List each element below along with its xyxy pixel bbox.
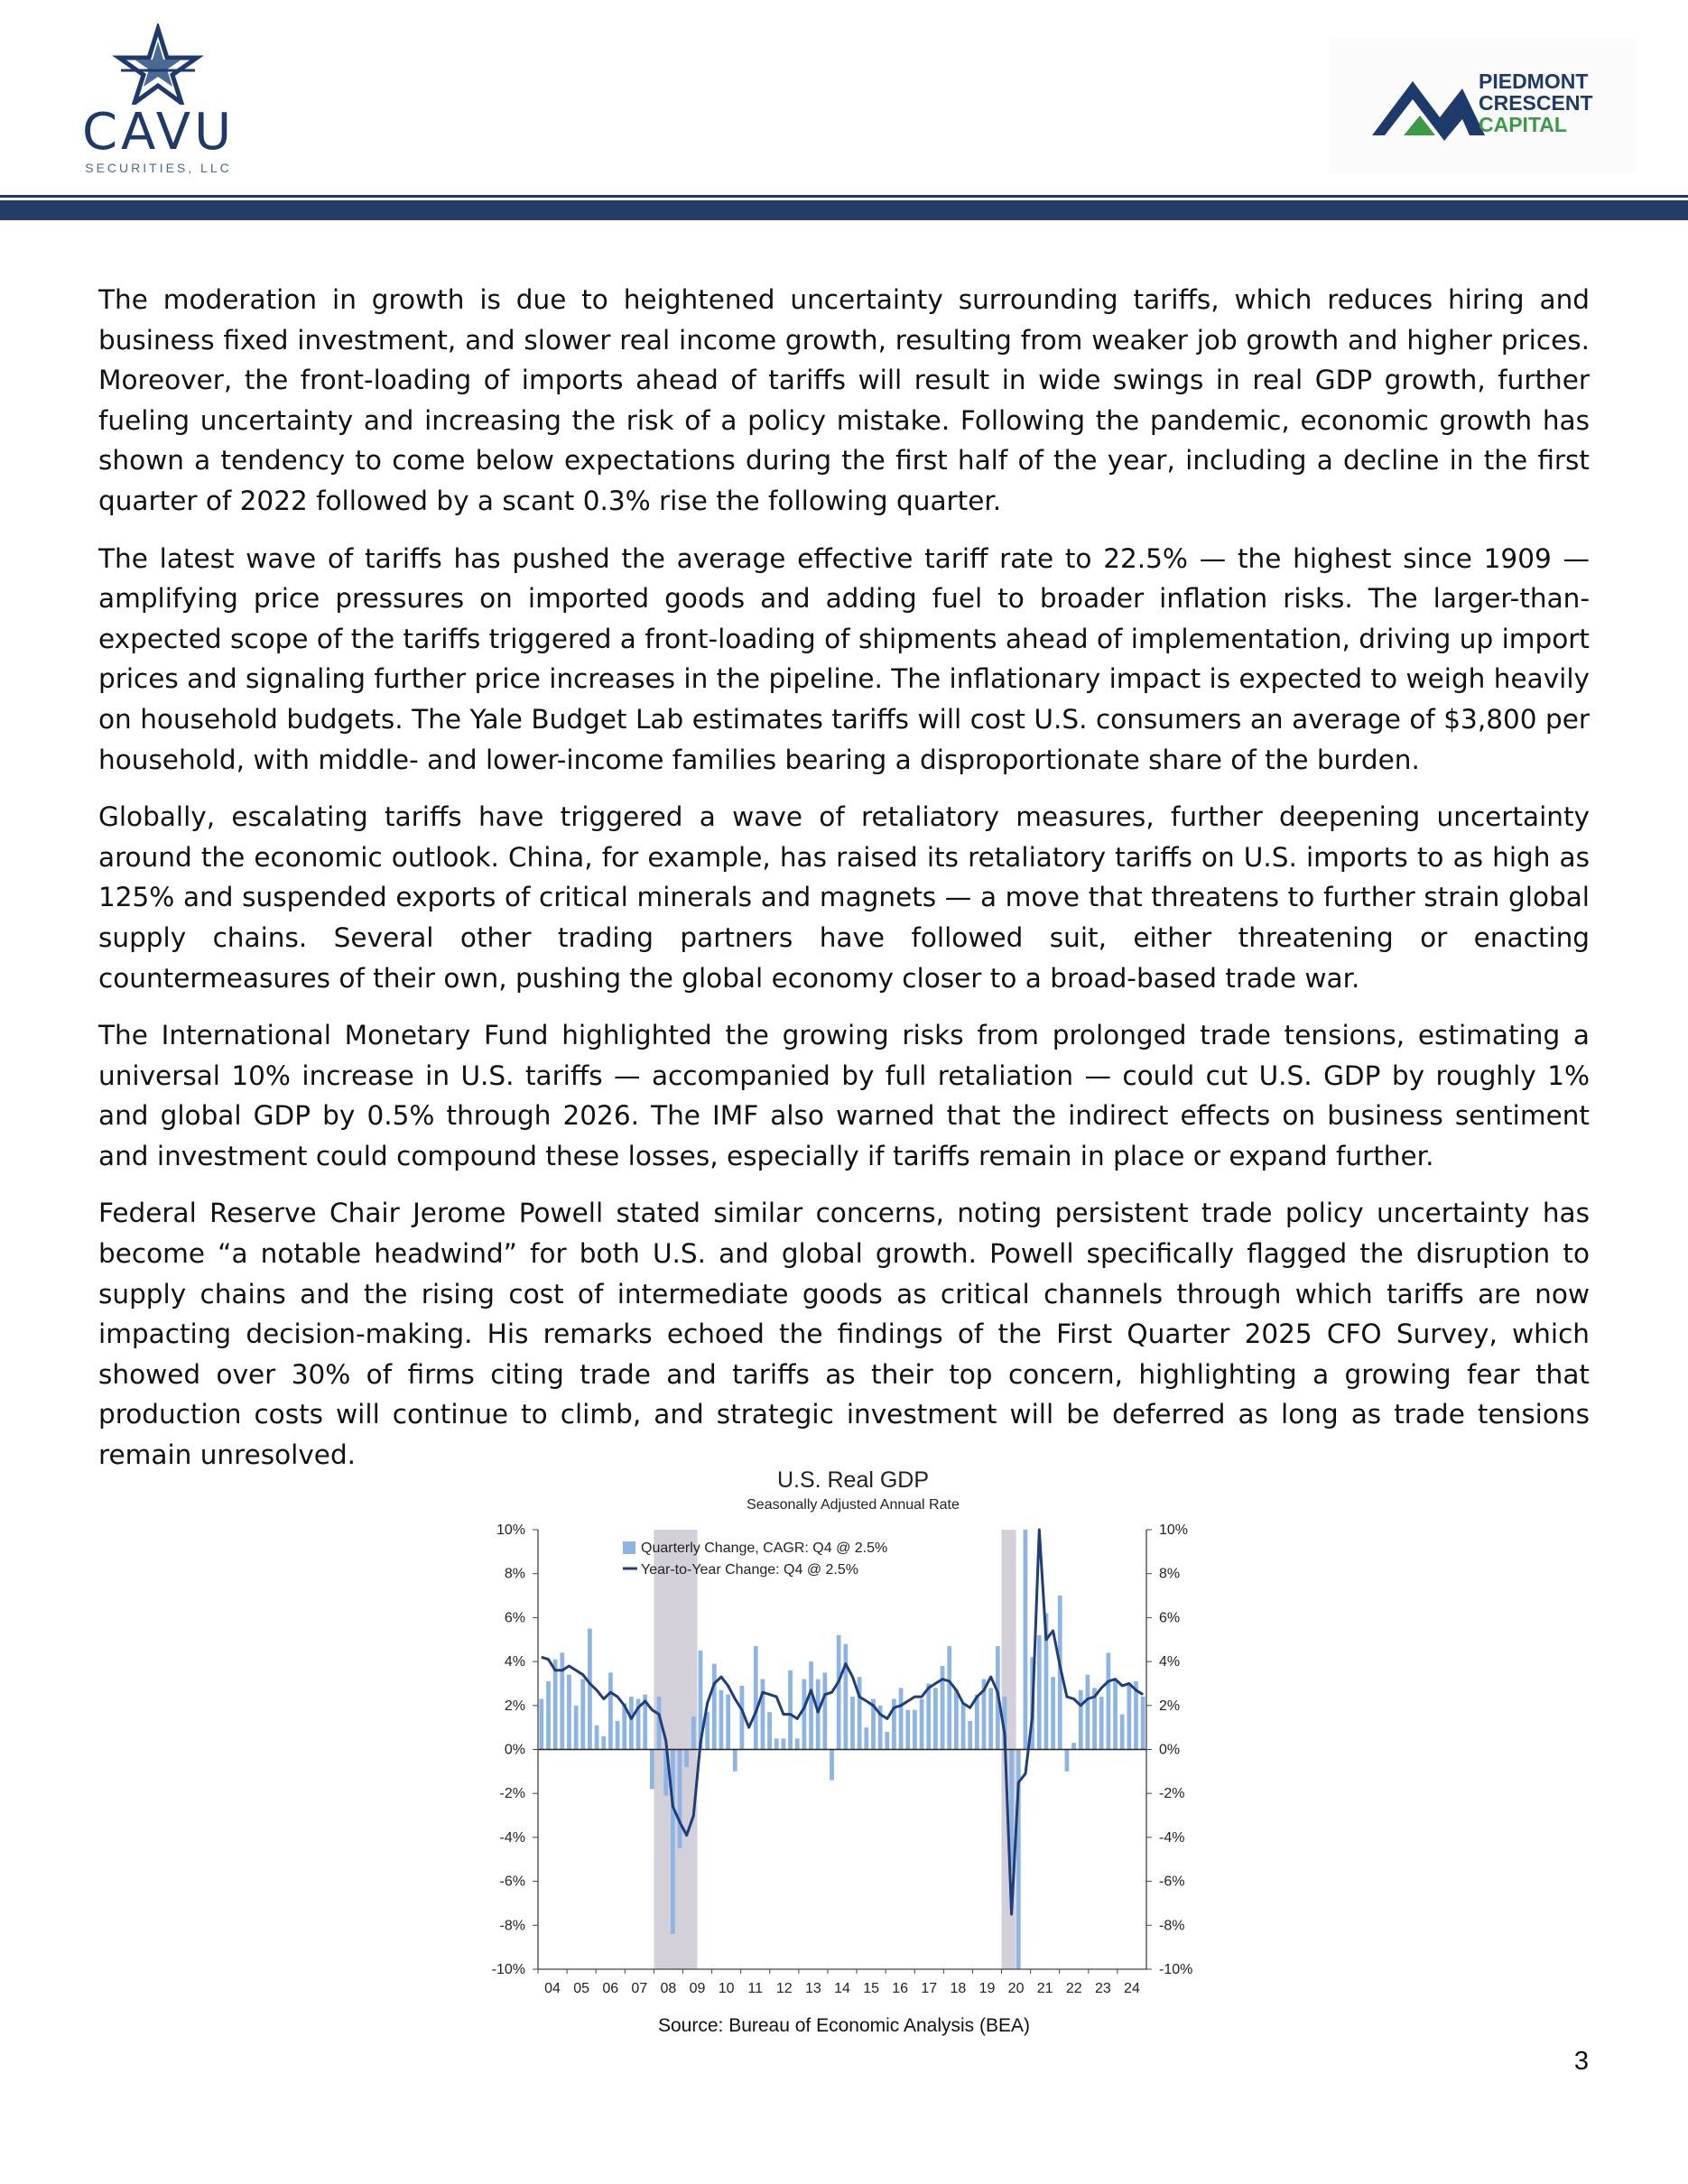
gdp-bar [1037,1635,1042,1750]
gdp-bar [961,1703,966,1749]
y-tick-label-right: 4% [1159,1654,1181,1670]
gdp-bar [546,1681,551,1749]
gdp-bar [926,1683,931,1749]
gdp-bar [788,1670,793,1750]
gdp-bar [988,1688,993,1749]
gdp-bar [975,1695,979,1750]
x-tick-label: 14 [834,1981,850,1996]
y-tick-label-right: 0% [1159,1742,1181,1758]
gdp-bar [601,1736,606,1750]
gdp-bar [629,1697,634,1749]
article-body [98,280,1590,1493]
gdp-bar [954,1690,959,1750]
gdp-bar [830,1750,834,1781]
y-tick-label-left: 8% [504,1566,525,1582]
gdp-bar [822,1672,827,1749]
piedmont-logo-text [1479,70,1593,135]
gdp-bar [726,1695,730,1750]
page-header [0,0,1688,194]
gdp-bar [650,1750,654,1790]
gdp-bar [608,1672,613,1749]
gdp-bar [905,1710,910,1750]
gdp-chart [469,1462,1219,2004]
gdp-bar [574,1706,579,1750]
paragraph: Globally, escalating tariffs have triggered a wave of retaliatory measures, further deepening uncertainty around the economic outlook. China, for example, has raised its retaliatory tariffs on U.S. imports to as high as 125% and suspended exports of critical minerals and magnets — a move that threatens to further strain global supply chains. Several other trading partners have followed suit, either threatening or enacting countermeasures of their own, pushing the global economy closer to a broad-based trade war. [98,801,1590,994]
header-divider-band [0,200,1688,220]
cavu-logo-subtitle: SECURITIES, LLC [85,161,232,175]
gdp-bar [1051,1677,1055,1749]
gdp-bar [671,1750,675,1935]
gdp-bar [809,1661,813,1749]
paragraph: The latest wave of tariffs has pushed the average effective tariff rate to 22.5% — the highest since 1909 — amplifying price pressures on imported goods and adding fuel to broader inflation risks. The larger-than-expected scope of the tariffs triggered a front-loading of shipments ahead of implementation, driving up import prices and signaling further price increases in the pipeline. The inflationary impact is expected to weigh heavily on household budgets. The Yale Budget Lab estimates tariffs will cost U.S. consumers an average of $3,800 per household, with middle- and lower-income families bearing a disproportionate share of the burden. [98,542,1590,775]
y-tick-label-left: 4% [504,1654,525,1670]
gdp-bar [1065,1750,1070,1772]
gdp-bar [1141,1697,1145,1749]
gdp-bar [712,1664,717,1750]
mountain-emblem-icon [1372,63,1489,162]
gdp-bar [761,1680,765,1750]
y-tick-label-right: 6% [1159,1610,1181,1626]
gdp-bar [774,1738,779,1749]
x-tick-label: 05 [573,1981,590,1996]
gdp-bar [560,1652,564,1749]
paragraph: The moderation in growth is due to heightened uncertainty surrounding tariffs, which reduces hiring and business fixed investment, and slower real income growth, resulting from weaker job growth and higher prices. Moreover, the front-loading of imports ahead of tariffs will result in wide swings in real GDP growth, further fueling uncertainty and increasing the risk of a policy mistake. Following the pandemic, economic growth has shown a tendency to come below expectations during the first half of the year, including a decline in the first quarter of 2022 followed by a scant 0.3% rise the following quarter. [98,284,1590,516]
gdp-bar [1086,1675,1090,1750]
gdp-bar [588,1629,592,1750]
y-tick-label-right: -10% [1159,1962,1193,1977]
x-tick-label: 17 [921,1981,938,1996]
piedmont-crescent-capital-logo [1329,38,1636,173]
gdp-bar [843,1644,848,1750]
x-tick-label: 15 [863,1981,879,1996]
gdp-bar [795,1738,800,1749]
y-tick-label-right: -4% [1159,1829,1185,1846]
x-tick-label: 10 [718,1981,735,1996]
gdp-bar [782,1738,786,1749]
gdp-bar [933,1688,938,1749]
piedmont-logo-line-1: PIEDMONT [1479,69,1589,93]
gdp-bar [678,1750,682,1849]
gdp-bar [1127,1683,1131,1749]
legend-swatch-bars [623,1541,635,1554]
x-tick-label: 04 [544,1981,561,1996]
piedmont-logo-line-2: CRESCENT [1479,91,1593,115]
gdp-bar [920,1698,924,1749]
paragraph: Federal Reserve Chair Jerome Powell stated similar concerns, noting persistent trade policy uncertainty has become “a notable headwind” for both U.S. and global growth. Powell specifically flagged the disruption to supply chains and the rising cost of intermediate goods as critical channels through which tariffs are now impacting decision-making. His remarks echoed the findings of the First Quarter 2025 CFO Survey, which showed over 30% of firms citing trade and tariffs as their top concern, highlighting a growing fear that production costs will continue to climb, and strategic investment will be deferred as long as trade tensions remain unresolved. [98,1198,1590,1471]
gdp-bar [1079,1690,1083,1750]
gdp-bar [767,1712,772,1749]
y-tick-label-left: -8% [499,1918,525,1934]
gdp-bar [740,1686,745,1750]
gdp-bar [968,1721,972,1750]
legend-label-bars: Quarterly Change, CAGR: Q4 @ 2.5% [641,1541,888,1556]
x-tick-label: 12 [775,1981,793,1996]
x-tick-label: 19 [978,1981,996,1996]
y-tick-label-left: 6% [504,1610,525,1626]
gdp-bar [754,1646,758,1749]
gdp-bar [899,1688,904,1749]
y-tick-label-left: 0% [504,1742,525,1758]
piedmont-logo-line-3: CAPITAL [1479,113,1567,136]
gdp-bar [539,1698,543,1749]
chart-title: U.S. Real GDP [776,1467,930,1493]
gdp-bar [947,1646,951,1749]
x-tick-label: 07 [631,1981,648,1996]
paragraph: The International Monetary Fund highlighted the growing risks from prolonged trade tensions, estimating a universal 10% increase in U.S. tariffs — accompanied by full retaliation — could cut U.S. GDP by roughly 1% and global GDP by 0.5% through 2026. The IMF also warned that the indirect effects on business sentiment and investment could compound these losses, especially if tariffs remain in place or expand further. [98,1020,1590,1171]
y-tick-label-left: -4% [499,1829,525,1846]
gdp-bar [580,1680,585,1750]
gdp-bar [691,1717,696,1750]
gdp-bar [1120,1715,1125,1750]
gdp-bar [864,1727,868,1749]
x-tick-label: 16 [892,1981,909,1996]
gdp-bar [616,1721,620,1750]
gdp-chart-svg [469,1462,1219,2004]
gdp-bar [1024,1530,1028,1750]
y-tick-label-left: -10% [491,1962,525,1977]
gdp-bar [684,1750,689,1767]
x-tick-label: 13 [805,1981,821,1996]
gdp-bar [1099,1697,1104,1749]
gdp-bar [858,1677,862,1749]
legend-label-line: Year-to-Year Change: Q4 @ 2.5% [641,1562,858,1578]
gdp-bar [913,1710,917,1750]
x-tick-label: 23 [1094,1981,1111,1996]
y-tick-label-right: -6% [1159,1874,1185,1890]
star-emblem-icon [79,23,237,105]
gdp-bar [1113,1680,1118,1750]
y-tick-label-right: -2% [1159,1786,1185,1802]
x-tick-label: 21 [1036,1981,1053,1996]
y-tick-label-left: 10% [496,1522,525,1538]
gdp-bar [567,1675,571,1750]
x-tick-label: 20 [1007,1981,1025,1996]
cavu-securities-logo [79,23,237,175]
gdp-bar [595,1726,599,1750]
y-tick-label-right: 10% [1159,1522,1189,1538]
gdp-bar [837,1635,841,1750]
gdp-bar [553,1660,558,1750]
gdp-bar [719,1690,724,1750]
x-tick-label: 18 [950,1981,967,1996]
x-tick-label: 11 [747,1981,764,1996]
y-tick-label-left: 2% [504,1698,525,1714]
header-divider-thin [0,195,1688,198]
gdp-bar [733,1750,737,1772]
x-tick-label: 24 [1124,1981,1140,1996]
chart-source: Source: Bureau of Economic Analysis (BEA) [657,2015,1031,2036]
gdp-bar [885,1732,889,1749]
y-tick-label-left: -2% [499,1786,525,1802]
gdp-bar [816,1680,821,1750]
y-tick-label-left: -6% [499,1874,525,1890]
cavu-logo-name: CAVU [81,103,236,162]
x-tick-label: 22 [1065,1981,1082,1996]
gdp-bar [850,1697,855,1749]
page-number: 3 [1573,2047,1589,2076]
x-tick-label: 06 [602,1981,619,1996]
y-tick-label-right: 2% [1159,1698,1181,1714]
y-tick-label-right: -8% [1159,1918,1185,1934]
x-tick-label: 09 [689,1981,706,1996]
gdp-bar [802,1680,807,1750]
x-tick-label: 08 [660,1981,677,1996]
gdp-bar [1071,1743,1076,1749]
gdp-bar [1107,1652,1111,1749]
y-tick-label-right: 8% [1159,1566,1181,1582]
chart-subtitle: Seasonally Adjusted Annual Rate [747,1497,960,1513]
